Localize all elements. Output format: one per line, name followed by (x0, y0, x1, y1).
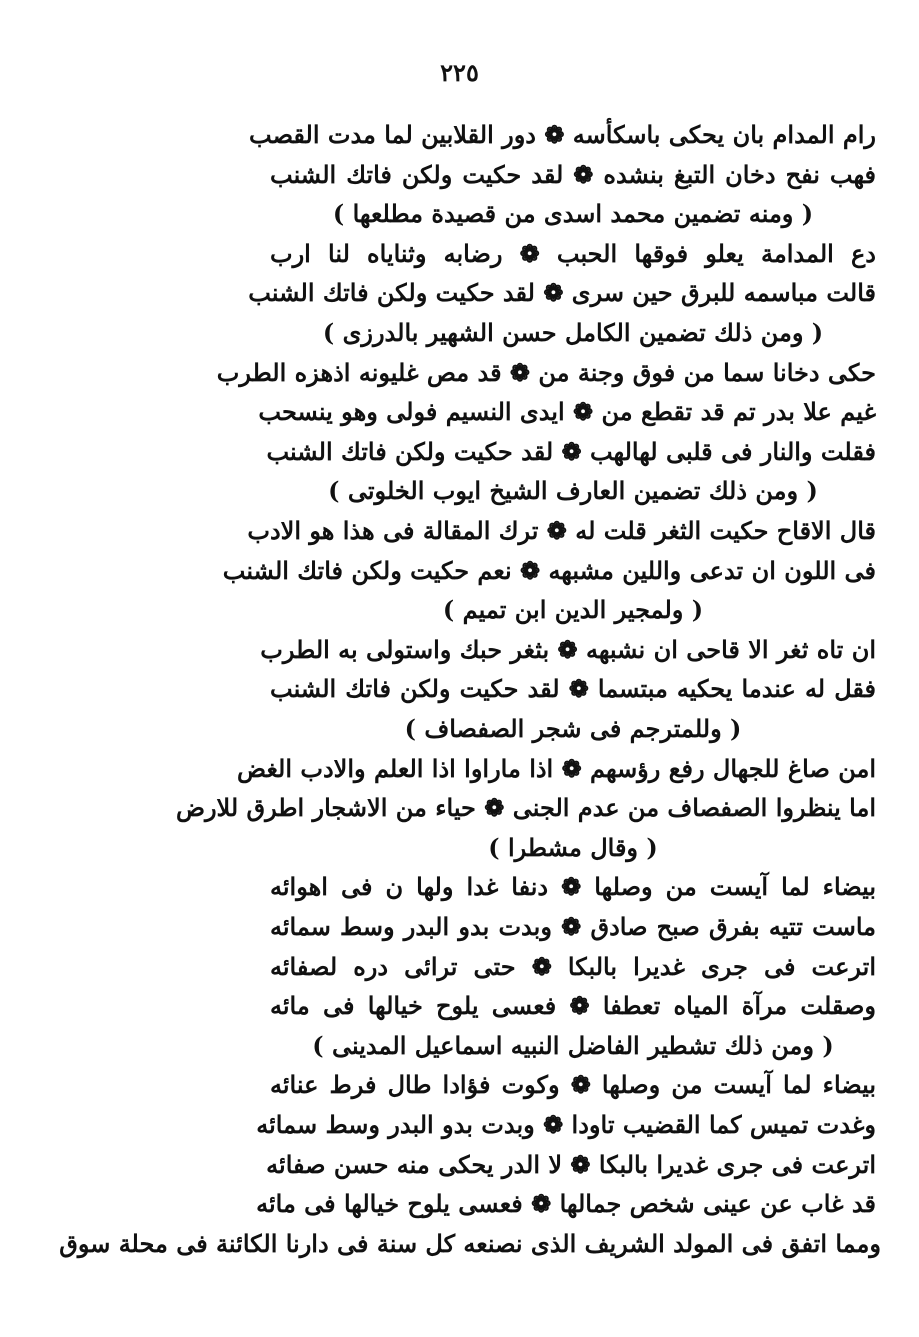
verse-line: فهب نفح دخان التبغ بنشده ❁ لقد حكيت ولكن فاتك الشنب (270, 160, 877, 189)
verse-line: قد غاب عن عينى شخص جمالها ❁ فعسى يلوح خيالها فى مائه (256, 1189, 876, 1218)
verse-line: حكى دخانا سما من فوق وجنة من ❁ قد مص غليونه اذهزه الطرب (216, 358, 876, 387)
verse-line: فقلت والنار فى قلبى لهالهب ❁ لقد حكيت ولكن فاتك الشنب (266, 437, 876, 466)
verse-line: امن صاغ للجهال رفع رؤسهم ❁ اذا ماراوا اذا العلم والادب الغض (237, 754, 876, 783)
footer-line: ومما اتفق فى المولد الشريف الذى نصنعه كل سنة فى دارنا الكائنة فى محلة سوق (59, 1229, 881, 1258)
verse-line: رام المدام بان يحكى باسكأسه ❁ دور القلابين لما مدت القصب (249, 120, 876, 149)
section-heading: ( ومنه تضمين محمد اسدى من قصيدة مطلعها ) (332, 199, 814, 228)
verse-line: اترعت فى جرى غديرا بالبكا ❁ حتى ترائى دره لصفائه (270, 952, 876, 981)
verse-line: ان تاه ثغر الا قاحى ان نشبهه ❁ بثغر حبك واستولى به الطرب (260, 635, 876, 664)
page-number: ٢٢٥ (440, 58, 479, 87)
verse-line: ماست تتيه بفرق صبح صادق ❁ وبدت بدو البدر وسط سمائه (270, 912, 876, 941)
verse-line: فى اللون ان تدعى واللين مشبهه ❁ نعم حكيت ولكن فاتك الشنب (222, 556, 876, 585)
verse-line: دع المدامة يعلو فوقها الحبب ❁ رضابه وثناياه لنا ارب (270, 239, 876, 268)
verse-line: بيضاء لما آيست من وصلها ❁ دنفا غدا ولها ن فى اهوائه (270, 872, 876, 901)
verse-line: اترعت فى جرى غديرا بالبكا ❁ لا الدر يحكى منه حسن صفائه (266, 1150, 876, 1179)
verse-line: قالت مباسمه للبرق حين سرى ❁ لقد حكيت ولكن فاتك الشنب (248, 278, 876, 307)
verse-line: فقل له عندما يحكيه مبتسما ❁ لقد حكيت ولكن فاتك الشنب (270, 674, 876, 703)
verse-line: بيضاء لما آيست من وصلها ❁ وكوت فؤادا طال فرط عنائه (270, 1070, 876, 1099)
section-heading: ( ولمجير الدين ابن تميم ) (442, 595, 704, 624)
section-heading: ( ومن ذلك تشطير الفاضل النبيه اسماعيل المدينى ) (312, 1031, 834, 1060)
verse-line: وصقلت مرآة المياه تعطفا ❁ فعسى يلوح خيالها فى مائه (270, 991, 876, 1020)
verse-line: اما ينظروا الصفصاف من عدم الجنى ❁ حياء من الاشجار اطرق للارض (175, 793, 876, 822)
verse-line: غيم علا بدر تم قد تقطع من ❁ ايدى النسيم فولى وهو ينسحب (258, 397, 876, 426)
section-heading: ( ومن ذلك تضمين العارف الشيخ ايوب الخلوتى ) (328, 476, 818, 505)
section-heading: ( وللمترجم فى شجر الصفصاف ) (404, 714, 742, 743)
section-heading: ( ومن ذلك تضمين الكامل حسن الشهير بالدرزى ) (322, 318, 824, 347)
section-heading: ( وقال مشطرا ) (488, 833, 658, 862)
verse-line: وغدت تميس كما القضيب تاودا ❁ وبدت بدو البدر وسط سمائه (256, 1110, 876, 1139)
verse-line: قال الاقاح حكيت الثغر قلت له ❁ ترك المقالة فى هذا هو الادب (247, 516, 876, 545)
